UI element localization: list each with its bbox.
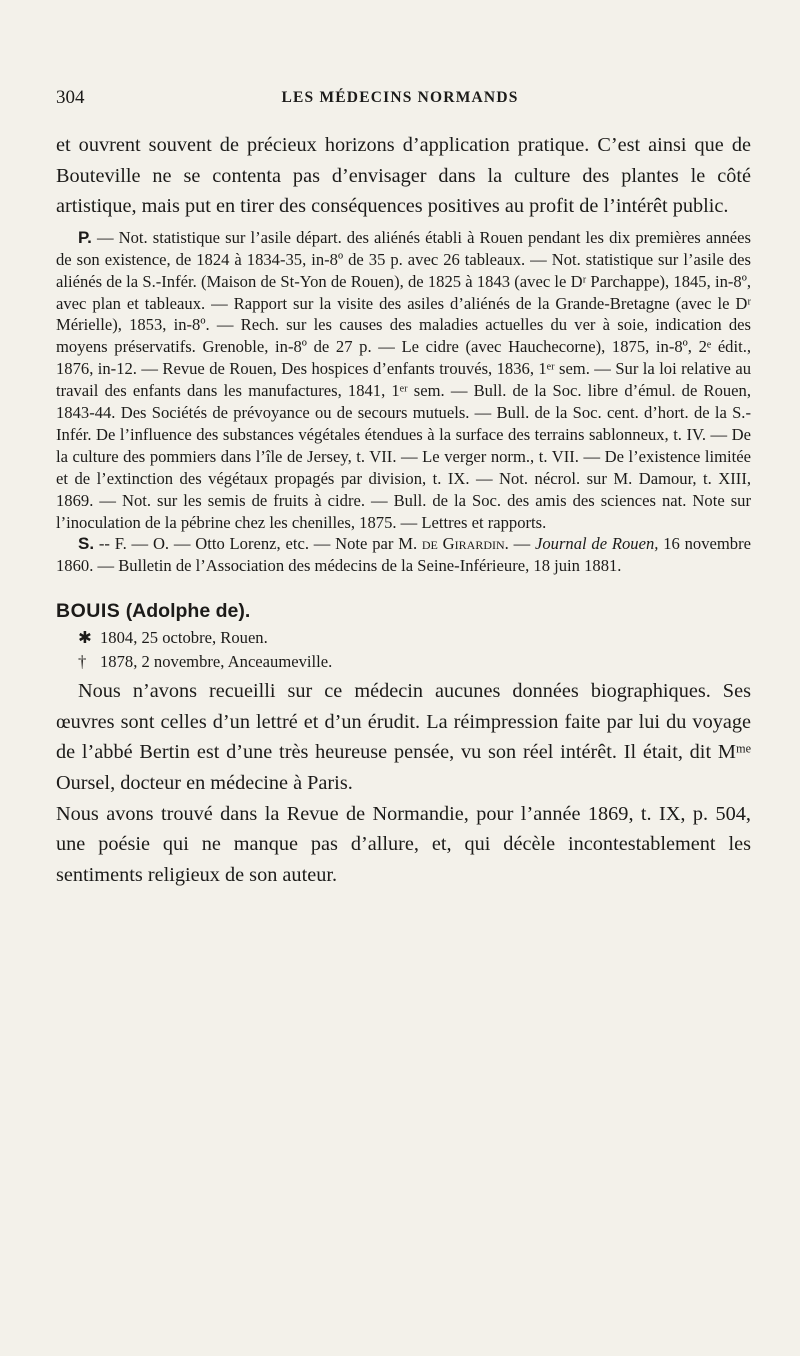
running-head — [56, 87, 744, 111]
sources-text-b: — — [513, 534, 531, 554]
birth-star-icon: ✱ — [78, 628, 92, 648]
sources-label: S. — [78, 534, 95, 554]
sources-author: de Girardin. — [421, 534, 509, 554]
sources-paragraph — [56, 533, 751, 577]
page-number: 304 — [56, 87, 85, 108]
works-text: — Not. statistique sur l’asile départ. des aliénés établi à Rouen pendant les dix premières années de son existence, de 1824 à 1834-35, in-8º de 35 p. avec 26 tableaux. — Not. statistique sur l’asile des aliénés de la S.-Infér. (Maison de St-Yon de Rouen), de 1825 à 1843 (avec le Dʳ Parchappe), 1845, in-8º, avec plan et tableaux. — Rapport sur la visite des asiles d’aliénés de la Grande-Bretagne (avec le Dʳ Mérielle), 1853, in-8º. — Rech. sur les causes des maladies actuelles du ver à soie, indication des moyens préservatifs. Grenoble, in-8º de 27 p. — Le cidre (avec Hauchecorne), 1875, in-8º, 2ᵉ édit., 1876, in-12. — Revue de Rouen, Des hospices d’enfants trouvés, 1836, 1ᵉʳ sem. — Sur la loi relative au travail des enfants dans les manufactures, 1841, 1ᵉʳ sem. — Bull. de la Soc. libre d’émul. de Rouen, 1843-44. Des Sociétés de prévoyance ou de secours mutuels. — Bull. de la Soc. cent. d’hort. de la S.-Infér. De l’influence des substances végétales étendues à la surface des terrains sablonneux, t. IV. — De la culture des pommiers dans l’île de Jersey, t. VII. — Le verger norm., t. VII. — De l’existence limitée et de l’extinction des végétaux propagés par division, t. IX. — Not. nécrol. sur M. Damour, t. XIII, 1869. — Not. sur les semis de fruits à cidre. — Bull. de la Soc. des amis des sciences nat. Note sur l’inoculation de la pébrine chez les chenilles, 1875. — Lettres et rapports. — [56, 227, 751, 532]
death-line — [78, 650, 751, 674]
sources-text-a: -- F. — O. — Otto Lorenz, etc. — Note par M. — [98, 534, 418, 554]
bio-paragraph-1: Nous n’avons recueilli sur ce médecin aucunes données biographiques. Ses œuvres sont celles d’un lettré et d’un érudit. La réimpression faite par lui du voyage de l’abbé Bertin est d’une très heureuse pensée, vu son réel intérêt. Il était, dit Mᵐᵉ Oursel, docteur en médecine à Paris. — [56, 680, 751, 795]
entry-heading — [56, 596, 751, 626]
sources-journal: Journal de Rouen, — [535, 534, 659, 554]
death-dagger-icon: † — [78, 652, 87, 672]
works-label: P. — [78, 227, 92, 247]
birth-line — [78, 626, 751, 650]
entry-surname: BOUIS — [56, 600, 121, 623]
works-paragraph — [56, 227, 751, 534]
birth-text: 1804, 25 octobre, Rouen. — [100, 628, 268, 648]
entry-given-name: (Adolphe de). — [125, 600, 251, 623]
running-title: LES MÉDECINS NORMANDS — [281, 89, 519, 106]
intro-paragraph: et ouvrent souvent de précieux horizons d’application pratique. C’est ainsi que de Bouteville ne se contenta pas d’envisager dans la culture des plantes le côté artistique, mais put en tirer des conséquences positives au profit de l’intérêt public. — [56, 134, 751, 218]
bio-paragraph-2: Nous avons trouvé dans la Revue de Normandie, pour l’année 1869, t. IX, p. 504, une poésie qui ne manque pas d’allure, et, qui décèle incontestablement les sentiments religieux de son auteur. — [56, 802, 751, 886]
death-text: 1878, 2 novembre, Anceaumeville. — [100, 652, 333, 672]
main-text — [56, 130, 751, 890]
sources-text-c: 16 novembre 1860. — Bulletin de l’Association des médecins de la Seine-Inférieure, 18 juin 1881. — [56, 534, 751, 576]
